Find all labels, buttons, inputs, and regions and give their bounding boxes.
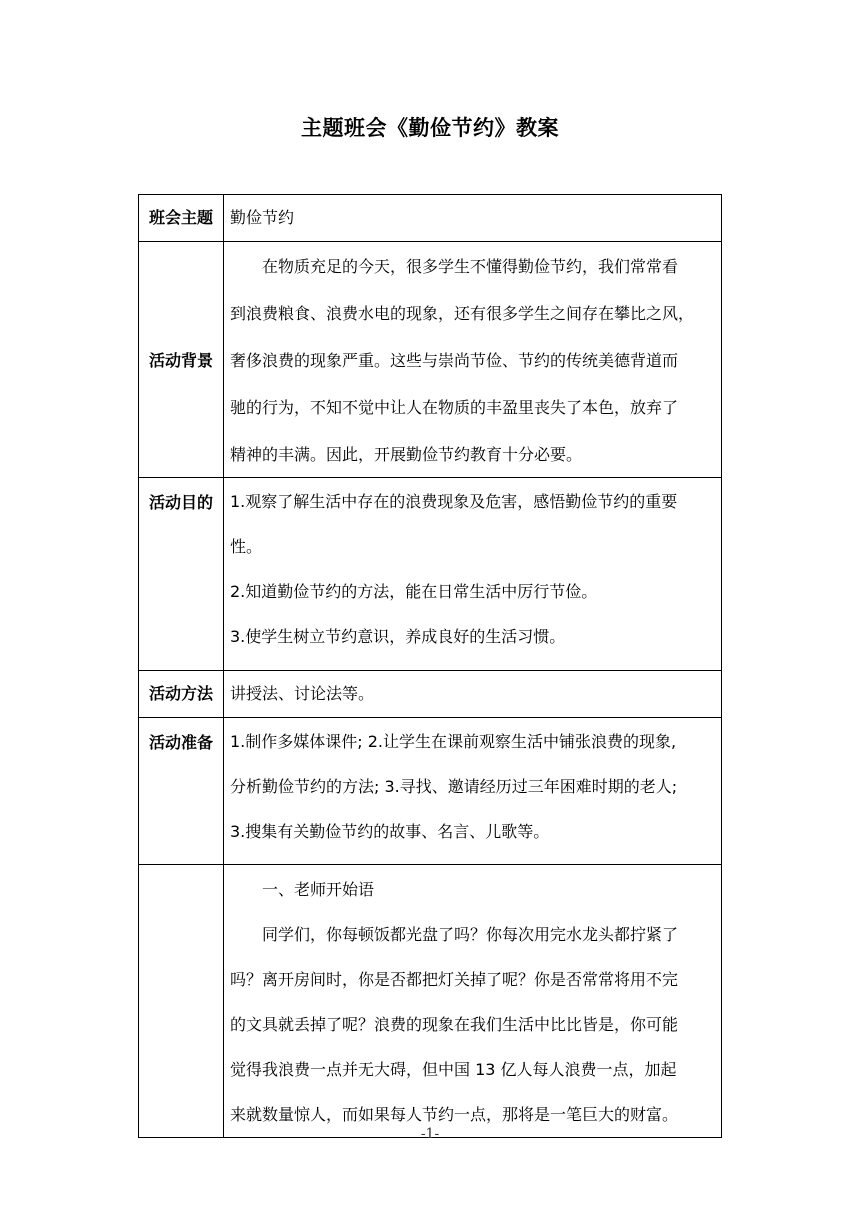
row-label-process xyxy=(139,865,224,1138)
table-row-theme xyxy=(139,195,722,242)
page-title: 主题班会《勤俭节约》教案 xyxy=(301,116,559,140)
row-content-preparation xyxy=(224,718,722,865)
process-line: 的文具就丢掉了呢？浪费的现象在我们生活中比比皆是，你可能 xyxy=(230,1015,679,1034)
process-line: 吗？离开房间时，你是否都把灯关掉了呢？你是否常常将用不完 xyxy=(230,970,679,989)
background-line: 精神的丰满。因此，开展勤俭节约教育十分必要。 xyxy=(230,445,583,464)
preparation-line: 分析勤俭节约的方法; 3.寻找、邀请经历过三年困难时期的老人; xyxy=(230,777,678,796)
row-label-preparation: 活动准备 xyxy=(139,718,224,865)
preparation-line: 1.制作多媒体课件; 2.让学生在课前观察生活中铺张浪费的现象, xyxy=(230,732,677,751)
lesson-plan-table xyxy=(138,194,722,1138)
table-row-preparation xyxy=(139,718,722,865)
goal-line: 1.观察了解生活中存在的浪费现象及危害，感悟勤俭节约的重要 xyxy=(230,492,678,511)
background-line: 在物质充足的今天，很多学生不懂得勤俭节约，我们常常看 xyxy=(262,257,679,276)
preparation-line: 3.搜集有关勤俭节约的故事、名言、儿歌等。 xyxy=(230,822,550,841)
process-line: 同学们，你每顿饭都光盘了吗？你每次用完水龙头都拧紧了 xyxy=(262,925,679,944)
table-row-goals xyxy=(139,478,722,671)
background-line: 奢侈浪费的现象严重。这些与崇尚节俭、节约的传统美德背道而 xyxy=(230,351,679,370)
row-content-goals xyxy=(224,478,722,671)
row-label-goals: 活动目的 xyxy=(139,478,224,671)
table-row-method xyxy=(139,671,722,718)
row-content-process xyxy=(224,865,722,1138)
table-row-background xyxy=(139,242,722,478)
row-content-theme: 勤俭节约 xyxy=(224,195,722,242)
row-label-theme: 班会主题 xyxy=(139,195,224,242)
row-label-background: 活动背景 xyxy=(139,242,224,478)
process-line: 来就数量惊人，而如果每人节约一点，那将是一笔巨大的财富。 xyxy=(230,1105,679,1124)
goal-line: 3.使学生树立节约意识，养成良好的生活习惯。 xyxy=(230,627,566,646)
process-heading: 一、老师开始语 xyxy=(262,880,375,899)
row-content-background xyxy=(224,242,722,478)
row-label-method: 活动方法 xyxy=(139,671,224,718)
row-content-method: 讲授法、讨论法等。 xyxy=(224,671,722,718)
table-row-process xyxy=(139,865,722,1138)
background-line: 到浪费粮食、浪费水电的现象，还有很多学生之间存在攀比之风， xyxy=(230,304,695,323)
goal-line: 性。 xyxy=(230,537,263,556)
process-line: 觉得我浪费一点并无大碍，但中国 13 亿人每人浪费一点，加起 xyxy=(230,1060,677,1079)
background-line: 驰的行为，不知不觉中让人在物质的丰盈里丧失了本色，放弃了 xyxy=(230,398,679,417)
page-number: -1- xyxy=(420,1126,440,1142)
goal-line: 2.知道勤俭节约的方法，能在日常生活中厉行节俭。 xyxy=(230,582,598,601)
